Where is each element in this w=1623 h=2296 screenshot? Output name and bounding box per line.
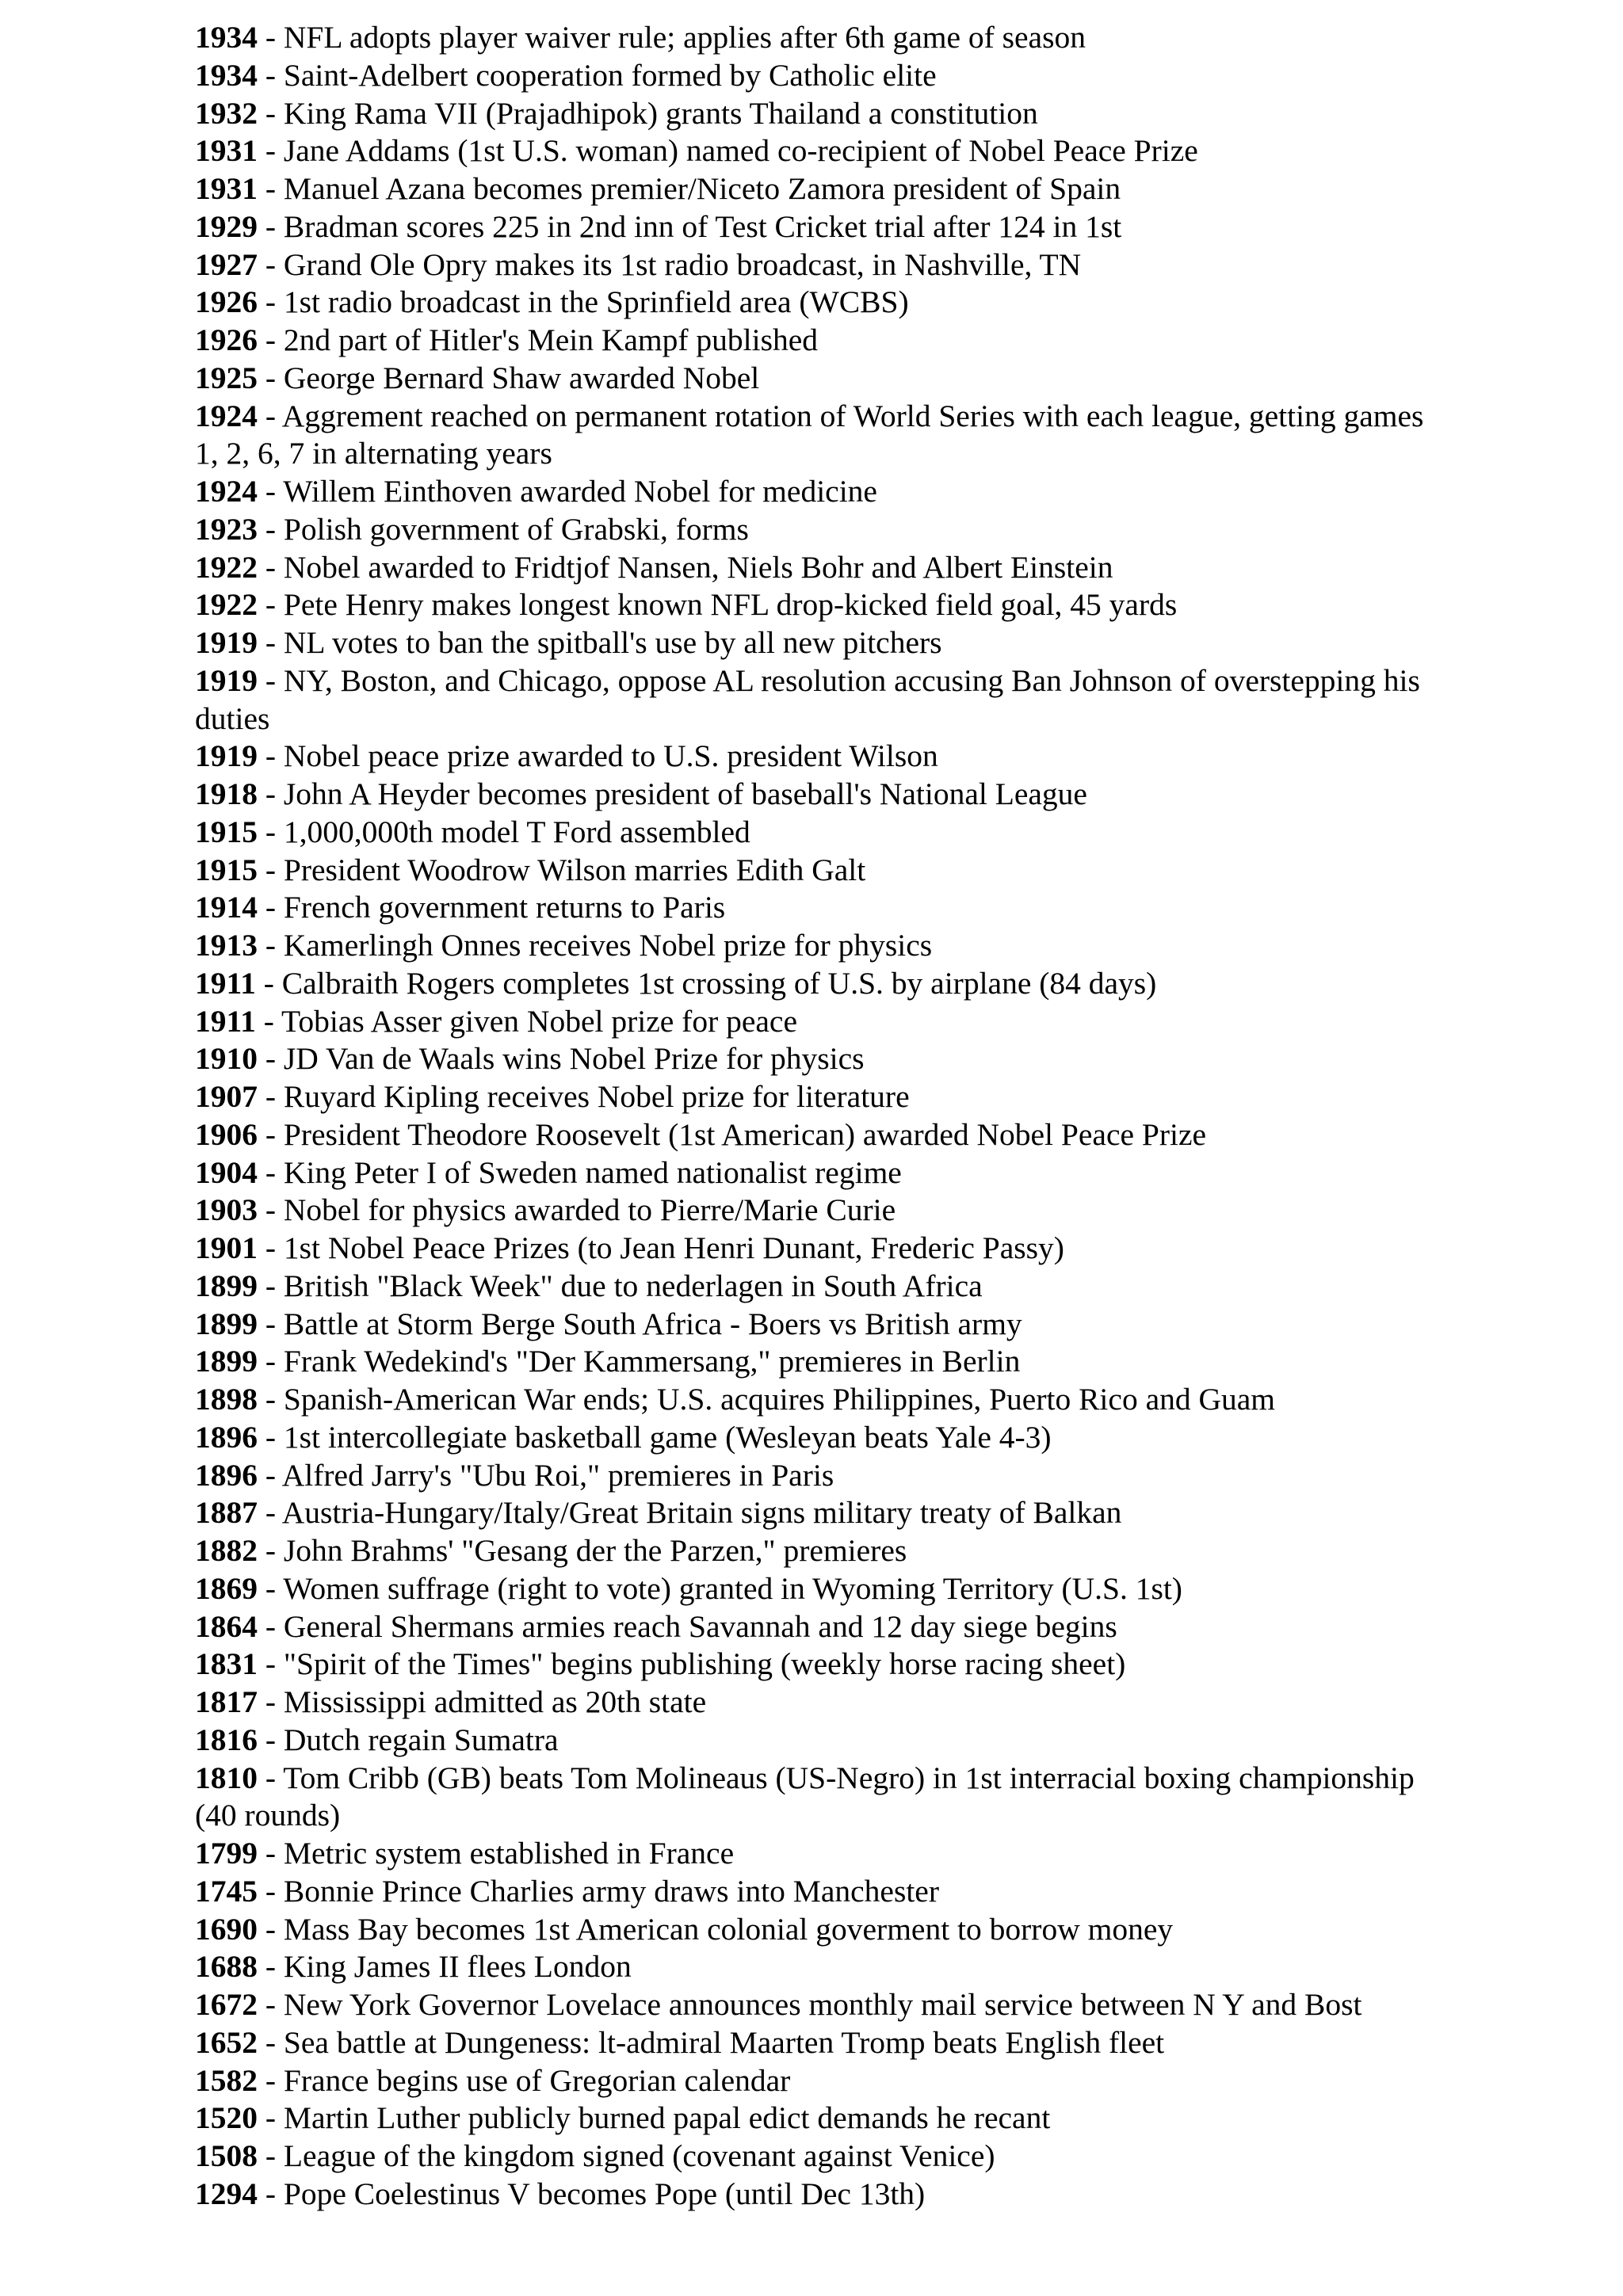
event-separator: - [258, 814, 284, 849]
event-text: Nobel peace prize awarded to U.S. president Wilson [283, 738, 938, 774]
event-separator: - [258, 1722, 284, 1757]
event-separator: - [258, 1949, 284, 1985]
event-text: Aggrement reached on permanent rotation of World Series with each league, getting games 1, 2, 6, 7 in alternating years [195, 398, 1424, 471]
event-separator: - [258, 208, 284, 244]
event-separator: - [258, 890, 284, 925]
event-separator: - [258, 1760, 284, 1795]
event-separator: - [258, 1457, 282, 1493]
event-entry [195, 1532, 1447, 1570]
event-separator: - [258, 1533, 284, 1568]
event-entry [195, 1306, 1447, 1344]
event-text: Frank Wedekind's "Der Kammersang," premieres in Berlin [283, 1344, 1021, 1379]
event-separator: - [258, 776, 284, 811]
event-separator: - [258, 1873, 284, 1909]
event-text: 2nd part of Hitler's Mein Kampf published [283, 322, 819, 357]
event-entry [195, 1873, 1447, 1911]
event-year: 1919 [195, 625, 258, 660]
event-separator: - [258, 1495, 282, 1531]
event-separator: - [258, 1987, 284, 2022]
event-separator: - [258, 1608, 284, 1644]
event-entry [195, 1078, 1447, 1116]
event-text: Women suffrage (right to vote) granted in Wyoming Territory (U.S. 1st) [283, 1570, 1182, 1606]
event-entry [195, 2062, 1447, 2100]
event-year: 1926 [195, 284, 258, 320]
event-text: John Brahms' "Gesang der the Parzen," premieres [283, 1533, 907, 1568]
event-text: 1st intercollegiate basketball game (Wesleyan beats Yale 4-3) [283, 1419, 1052, 1455]
event-text: Nobel awarded to Fridtjof Nansen, Niels Bohr and Albert Einstein [283, 549, 1113, 585]
event-separator: - [258, 474, 284, 509]
event-separator: - [258, 20, 284, 55]
event-entry [195, 1684, 1447, 1722]
event-separator: - [258, 1646, 284, 1682]
event-year: 1810 [195, 1760, 258, 1795]
event-text: King James II flees London [283, 1949, 632, 1985]
event-text: Sea battle at Dungeness: lt-admiral Maarten Tromp beats English fleet [283, 2024, 1165, 2060]
event-separator: - [258, 1684, 284, 1719]
event-text: Martin Luther publicly burned papal edict demands he recant [283, 2100, 1051, 2136]
event-year: 1932 [195, 95, 258, 131]
event-entry [195, 398, 1447, 474]
event-separator: - [255, 965, 282, 1001]
event-text: Spanish-American War ends; U.S. acquires Philippines, Puerto Rico and Guam [283, 1382, 1276, 1417]
event-year: 1745 [195, 1873, 258, 1909]
event-entry [195, 1381, 1447, 1419]
event-text: NFL adopts player waiver rule; applies after 6th game of season [283, 20, 1086, 55]
event-year: 1831 [195, 1646, 258, 1682]
event-entry [195, 511, 1447, 549]
event-separator: - [258, 2024, 284, 2060]
event-year: 1924 [195, 398, 258, 433]
event-separator: - [258, 1344, 284, 1379]
event-text: Bonnie Prince Charlies army draws into Manchester [283, 1873, 939, 1909]
event-entry [195, 965, 1447, 1003]
event-entry [195, 1760, 1447, 1836]
event-entry [195, 624, 1447, 662]
event-entry [195, 776, 1447, 814]
event-entry [195, 549, 1447, 587]
event-entry [195, 1835, 1447, 1873]
event-separator: - [258, 1079, 284, 1114]
event-year: 1582 [195, 2062, 258, 2098]
event-separator: - [258, 1268, 284, 1303]
event-text: 1st radio broadcast in the Sprinfield area (WCBS) [283, 284, 909, 320]
event-separator: - [258, 133, 284, 169]
event-separator: - [258, 1192, 284, 1228]
event-separator: - [258, 1836, 284, 1871]
event-entry [195, 2176, 1447, 2214]
events-list [195, 19, 1447, 2214]
event-entry [195, 95, 1447, 133]
event-text: Dutch regain Sumatra [283, 1722, 559, 1757]
event-year: 1911 [195, 1003, 256, 1039]
event-text: King Rama VII (Prajadhipok) grants Thailand a constitution [283, 95, 1038, 131]
event-entry [195, 2024, 1447, 2062]
event-year: 1882 [195, 1533, 258, 1568]
event-year: 1688 [195, 1949, 258, 1985]
event-year: 1896 [195, 1457, 258, 1493]
event-entry [195, 208, 1447, 246]
event-text: John A Heyder becomes president of baseball's National League [283, 776, 1087, 811]
event-text: Alfred Jarry's "Ubu Roi," premieres in Paris [281, 1457, 834, 1493]
event-text: Polish government of Grabski, forms [283, 511, 749, 547]
event-text: "Spirit of the Times" begins publishing (weekly horse racing sheet) [283, 1646, 1126, 1682]
event-entry [195, 1608, 1447, 1646]
event-text: George Bernard Shaw awarded Nobel [283, 360, 760, 395]
event-entry [195, 473, 1447, 511]
event-year: 1520 [195, 2100, 258, 2136]
event-year: 1903 [195, 1192, 258, 1228]
event-year: 1910 [195, 1041, 258, 1077]
event-separator: - [258, 1570, 284, 1606]
event-entry [195, 1154, 1447, 1192]
event-year: 1919 [195, 738, 258, 774]
event-text: Tobias Asser given Nobel prize for peace [281, 1003, 797, 1039]
event-separator: - [258, 625, 284, 660]
event-text: President Woodrow Wilson marries Edith Galt [283, 852, 866, 887]
event-separator: - [258, 246, 284, 282]
event-text: Jane Addams (1st U.S. woman) named co-recipient of Nobel Peace Prize [283, 133, 1198, 169]
event-year: 1508 [195, 2138, 258, 2173]
event-text: NL votes to ban the spitball's use by all new pitchers [283, 625, 942, 660]
event-separator: - [258, 511, 284, 547]
event-text: Battle at Storm Berge South Africa - Boers vs British army [283, 1306, 1022, 1341]
event-year: 1931 [195, 133, 258, 169]
event-year: 1925 [195, 360, 258, 395]
event-entry [195, 2138, 1447, 2176]
event-text: League of the kingdom signed (covenant against Venice) [283, 2138, 995, 2173]
event-entry [195, 1646, 1447, 1684]
event-separator: - [258, 1382, 284, 1417]
event-separator: - [258, 284, 284, 320]
event-entry [195, 814, 1447, 852]
event-year: 1919 [195, 662, 258, 698]
event-text: Austria-Hungary/Italy/Great Britain signs military treaty of Balkan [281, 1495, 1122, 1531]
event-entry [195, 889, 1447, 927]
event-year: 1913 [195, 928, 258, 963]
event-separator: - [258, 2100, 284, 2136]
event-text: Metric system established in France [283, 1836, 735, 1871]
event-year: 1915 [195, 852, 258, 887]
event-year: 1915 [195, 814, 258, 849]
event-entry [195, 1948, 1447, 1986]
event-entry [195, 132, 1447, 170]
event-text: General Shermans armies reach Savannah and 12 day siege begins [283, 1608, 1117, 1644]
event-text: Tom Cribb (GB) beats Tom Molineaus (US-Negro) in 1st interracial boxing championship (40 rounds) [195, 1760, 1415, 1833]
event-year: 1652 [195, 2024, 258, 2060]
event-separator: - [258, 1306, 284, 1341]
event-year: 1906 [195, 1116, 258, 1152]
event-text: British "Black Week" due to nederlagen in South Africa [283, 1268, 983, 1303]
event-entry [195, 1192, 1447, 1230]
event-year: 1911 [195, 965, 256, 1001]
event-year: 1922 [195, 549, 258, 585]
event-entry [195, 662, 1447, 738]
event-text: Grand Ole Opry makes its 1st radio broadcast, in Nashville, TN [283, 246, 1082, 282]
event-entry [195, 1986, 1447, 2024]
event-separator: - [258, 928, 284, 963]
event-text: Pope Coelestinus V becomes Pope (until Dec 13th) [283, 2176, 926, 2211]
event-entry [195, 586, 1447, 624]
event-separator: - [258, 738, 284, 774]
event-entry [195, 927, 1447, 965]
event-year: 1907 [195, 1079, 258, 1114]
event-year: 1690 [195, 1911, 258, 1947]
event-text: France begins use of Gregorian calendar [283, 2062, 791, 2098]
event-separator: - [258, 1230, 284, 1265]
event-text: Mass Bay becomes 1st American colonial goverment to borrow money [283, 1911, 1174, 1947]
event-year: 1901 [195, 1230, 258, 1265]
event-separator: - [258, 1419, 284, 1455]
event-year: 1924 [195, 474, 258, 509]
event-year: 1927 [195, 246, 258, 282]
event-separator: - [258, 549, 284, 585]
event-separator: - [258, 360, 284, 395]
event-separator: - [258, 2138, 284, 2173]
event-text: NY, Boston, and Chicago, oppose AL resolution accusing Ban Johnson of overstepping his duties [195, 662, 1420, 736]
event-entry [195, 1230, 1447, 1268]
event-year: 1904 [195, 1154, 258, 1190]
event-separator: - [258, 2176, 284, 2211]
event-year: 1816 [195, 1722, 258, 1757]
event-year: 1929 [195, 208, 258, 244]
event-entry [195, 322, 1447, 360]
event-separator: - [258, 322, 284, 357]
event-separator: - [258, 2062, 284, 2098]
event-entry [195, 1419, 1447, 1457]
event-entry [195, 246, 1447, 284]
event-entry [195, 57, 1447, 95]
event-text: Saint-Adelbert cooperation formed by Catholic elite [283, 57, 937, 93]
event-entry [195, 1457, 1447, 1495]
event-separator: - [258, 1116, 284, 1152]
event-separator: - [258, 587, 284, 623]
event-entry [195, 1003, 1447, 1041]
event-year: 1896 [195, 1419, 258, 1455]
event-entry [195, 1494, 1447, 1532]
event-year: 1294 [195, 2176, 258, 2211]
event-separator: - [258, 171, 284, 206]
event-year: 1899 [195, 1306, 258, 1341]
event-entry [195, 1722, 1447, 1760]
event-year: 1934 [195, 57, 258, 93]
event-text: Willem Einthoven awarded Nobel for medicine [283, 474, 877, 509]
event-entry [195, 1040, 1447, 1078]
event-entry [195, 1570, 1447, 1608]
event-text: Bradman scores 225 in 2nd inn of Test Cricket trial after 124 in 1st [283, 208, 1122, 244]
event-entry [195, 1343, 1447, 1381]
event-text: 1,000,000th model T Ford assembled [283, 814, 750, 849]
event-year: 1899 [195, 1344, 258, 1379]
event-entry [195, 1911, 1447, 1949]
event-separator: - [255, 1003, 282, 1039]
event-year: 1922 [195, 587, 258, 623]
event-text: Mississippi admitted as 20th state [283, 1684, 707, 1719]
event-text: Manuel Azana becomes premier/Niceto Zamora president of Spain [283, 171, 1121, 206]
event-year: 1923 [195, 511, 258, 547]
event-year: 1899 [195, 1268, 258, 1303]
event-year: 1869 [195, 1570, 258, 1606]
event-text: Pete Henry makes longest known NFL drop-kicked field goal, 45 yards [283, 587, 1178, 623]
event-separator: - [258, 1041, 284, 1077]
event-entry [195, 1268, 1447, 1306]
event-text: King Peter I of Sweden named nationalist regime [283, 1154, 902, 1190]
event-text: New York Governor Lovelace announces monthly mail service between N Y and Bost [283, 1987, 1362, 2022]
event-separator: - [258, 95, 284, 131]
event-entry [195, 852, 1447, 890]
event-text: JD Van de Waals wins Nobel Prize for physics [283, 1041, 865, 1077]
event-year: 1934 [195, 20, 258, 55]
event-year: 1887 [195, 1495, 258, 1531]
event-year: 1864 [195, 1608, 258, 1644]
event-text: President Theodore Roosevelt (1st American) awarded Nobel Peace Prize [283, 1116, 1207, 1152]
event-year: 1799 [195, 1836, 258, 1871]
event-text: French government returns to Paris [283, 890, 726, 925]
event-separator: - [258, 57, 284, 93]
event-year: 1914 [195, 890, 258, 925]
event-year: 1926 [195, 322, 258, 357]
event-year: 1918 [195, 776, 258, 811]
event-entry [195, 170, 1447, 208]
event-entry [195, 284, 1447, 322]
event-separator: - [258, 398, 282, 433]
event-year: 1931 [195, 171, 258, 206]
event-text: 1st Nobel Peace Prizes (to Jean Henri Dunant, Frederic Passy) [283, 1230, 1064, 1265]
event-year: 1672 [195, 1987, 258, 2022]
event-separator: - [258, 852, 284, 887]
event-separator: - [258, 1154, 284, 1190]
event-text: Nobel for physics awarded to Pierre/Marie Curie [283, 1192, 896, 1228]
event-entry [195, 360, 1447, 398]
event-text: Calbraith Rogers completes 1st crossing of U.S. by airplane (84 days) [281, 965, 1157, 1001]
event-separator: - [258, 1911, 284, 1947]
event-entry [195, 2100, 1447, 2138]
event-entry [195, 19, 1447, 57]
event-entry [195, 738, 1447, 776]
event-entry [195, 1116, 1447, 1154]
event-text: Kamerlingh Onnes receives Nobel prize for physics [283, 928, 933, 963]
event-year: 1898 [195, 1382, 258, 1417]
event-year: 1817 [195, 1684, 258, 1719]
event-separator: - [258, 662, 284, 698]
event-text: Ruyard Kipling receives Nobel prize for literature [283, 1079, 910, 1114]
